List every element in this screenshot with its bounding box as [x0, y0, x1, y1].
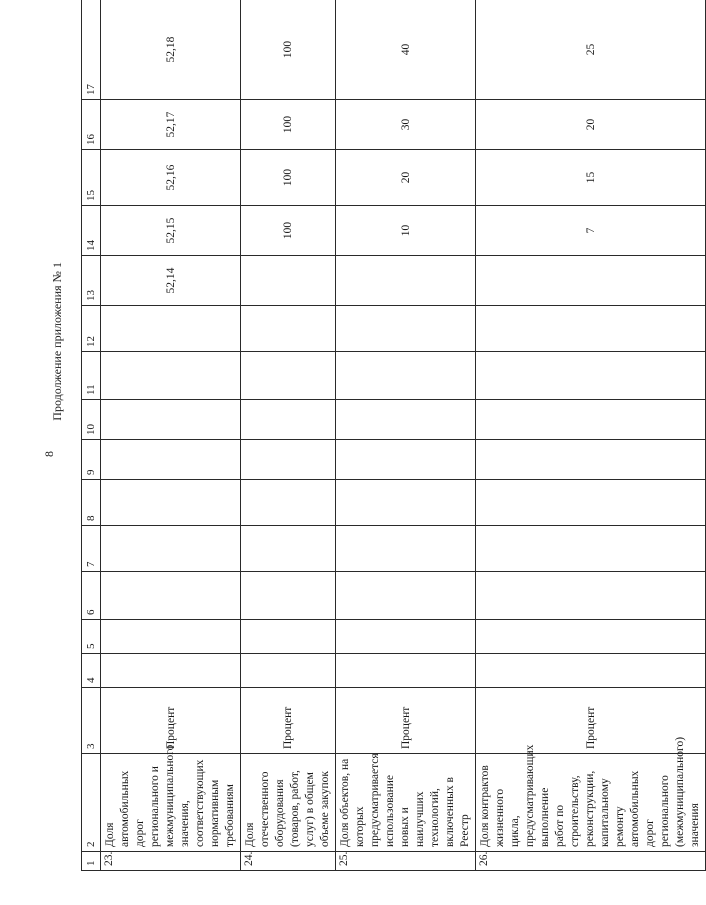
value-cell — [101, 620, 241, 654]
value-cell — [241, 480, 336, 526]
table-row — [241, 0, 336, 871]
table-row — [476, 0, 706, 871]
value-cell: 52,17 — [101, 100, 241, 150]
value-cell — [476, 480, 706, 526]
column-header: 2 — [82, 754, 101, 852]
value-cell: 30 — [336, 100, 476, 150]
value-cell: 100 — [241, 100, 336, 150]
value-cell — [476, 620, 706, 654]
column-header: 15 — [82, 150, 101, 206]
unit-cell: Процент — [241, 688, 336, 754]
value-cell: 100 — [241, 206, 336, 256]
value-cell — [241, 620, 336, 654]
value-cell — [101, 572, 241, 620]
column-header: 11 — [82, 352, 101, 400]
value-cell — [336, 306, 476, 352]
value-cell — [336, 480, 476, 526]
value-cell: 25 — [476, 0, 706, 100]
value-cell — [336, 400, 476, 440]
value-cell — [241, 256, 336, 306]
value-cell — [476, 352, 706, 400]
row-number: 26. — [476, 852, 706, 871]
value-cell — [476, 572, 706, 620]
column-header: 9 — [82, 440, 101, 480]
value-cell — [241, 654, 336, 688]
value-cell — [241, 306, 336, 352]
row-number: 25. — [336, 852, 476, 871]
value-cell — [336, 256, 476, 306]
column-header: 12 — [82, 306, 101, 352]
value-cell — [241, 572, 336, 620]
column-header: 1 — [82, 852, 101, 871]
value-cell — [241, 400, 336, 440]
indicators-table — [81, 0, 706, 871]
value-cell — [101, 480, 241, 526]
value-cell — [101, 306, 241, 352]
column-header: 3 — [82, 688, 101, 754]
column-header: 14 — [82, 206, 101, 256]
value-cell — [476, 440, 706, 480]
row-number: 24. — [241, 852, 336, 871]
value-cell — [336, 352, 476, 400]
value-cell — [476, 526, 706, 572]
value-cell — [476, 306, 706, 352]
value-cell: 40 — [336, 0, 476, 100]
indicator-description: Доля отечественного оборудования (товаров, работ, услуг) в общем объеме закупок — [241, 754, 336, 852]
value-cell — [336, 654, 476, 688]
column-header: 10 — [82, 400, 101, 440]
value-cell — [101, 440, 241, 480]
value-cell — [101, 526, 241, 572]
value-cell: 52,15 — [101, 206, 241, 256]
value-cell — [476, 256, 706, 306]
column-header: 16 — [82, 100, 101, 150]
value-cell — [336, 572, 476, 620]
value-cell: 15 — [476, 150, 706, 206]
indicator-description: Доля автомобильных дорог регионального и межмуниципального значения, соответствующих нормативным требованиям — [101, 754, 241, 852]
column-header: 17 — [82, 0, 101, 100]
unit-cell: Процент — [476, 688, 706, 754]
value-cell: 52,14 — [101, 256, 241, 306]
value-cell: 100 — [241, 0, 336, 100]
value-cell — [101, 654, 241, 688]
value-cell: 7 — [476, 206, 706, 256]
value-cell: 10 — [336, 206, 476, 256]
indicator-description: Доля объектов, на которых предусматривается использование новых и наилучших технологий, включенных в Реестр — [336, 754, 476, 852]
column-header: 4 — [82, 654, 101, 688]
row-number: 23. — [101, 852, 241, 871]
table-row — [101, 0, 241, 871]
column-header: 13 — [82, 256, 101, 306]
value-cell: 52,16 — [101, 150, 241, 206]
column-number-row — [82, 0, 101, 871]
page-number: 8 — [42, 451, 56, 457]
value-cell: 20 — [336, 150, 476, 206]
column-header: 7 — [82, 526, 101, 572]
column-header: 8 — [82, 480, 101, 526]
value-cell — [336, 620, 476, 654]
table-row — [336, 0, 476, 871]
appendix-caption: Продолжение приложения № 1 — [50, 262, 64, 421]
value-cell — [241, 440, 336, 480]
value-cell: 20 — [476, 100, 706, 150]
value-cell: 52,18 — [101, 0, 241, 100]
indicator-description: Доля контрактов жизненного цикла, предусматривающих выполнение работ по строительству, реконструкции, капитальному ремонту автомобильных дорог регионального (межмуниципального) значения — [476, 754, 706, 852]
value-cell: 100 — [241, 150, 336, 206]
value-cell — [241, 352, 336, 400]
value-cell — [336, 440, 476, 480]
unit-cell: Процент — [101, 688, 241, 754]
value-cell — [101, 352, 241, 400]
value-cell — [476, 400, 706, 440]
value-cell — [241, 526, 336, 572]
unit-cell: Процент — [336, 688, 476, 754]
value-cell — [101, 400, 241, 440]
value-cell — [476, 654, 706, 688]
column-header: 6 — [82, 572, 101, 620]
column-header: 5 — [82, 620, 101, 654]
value-cell — [336, 526, 476, 572]
